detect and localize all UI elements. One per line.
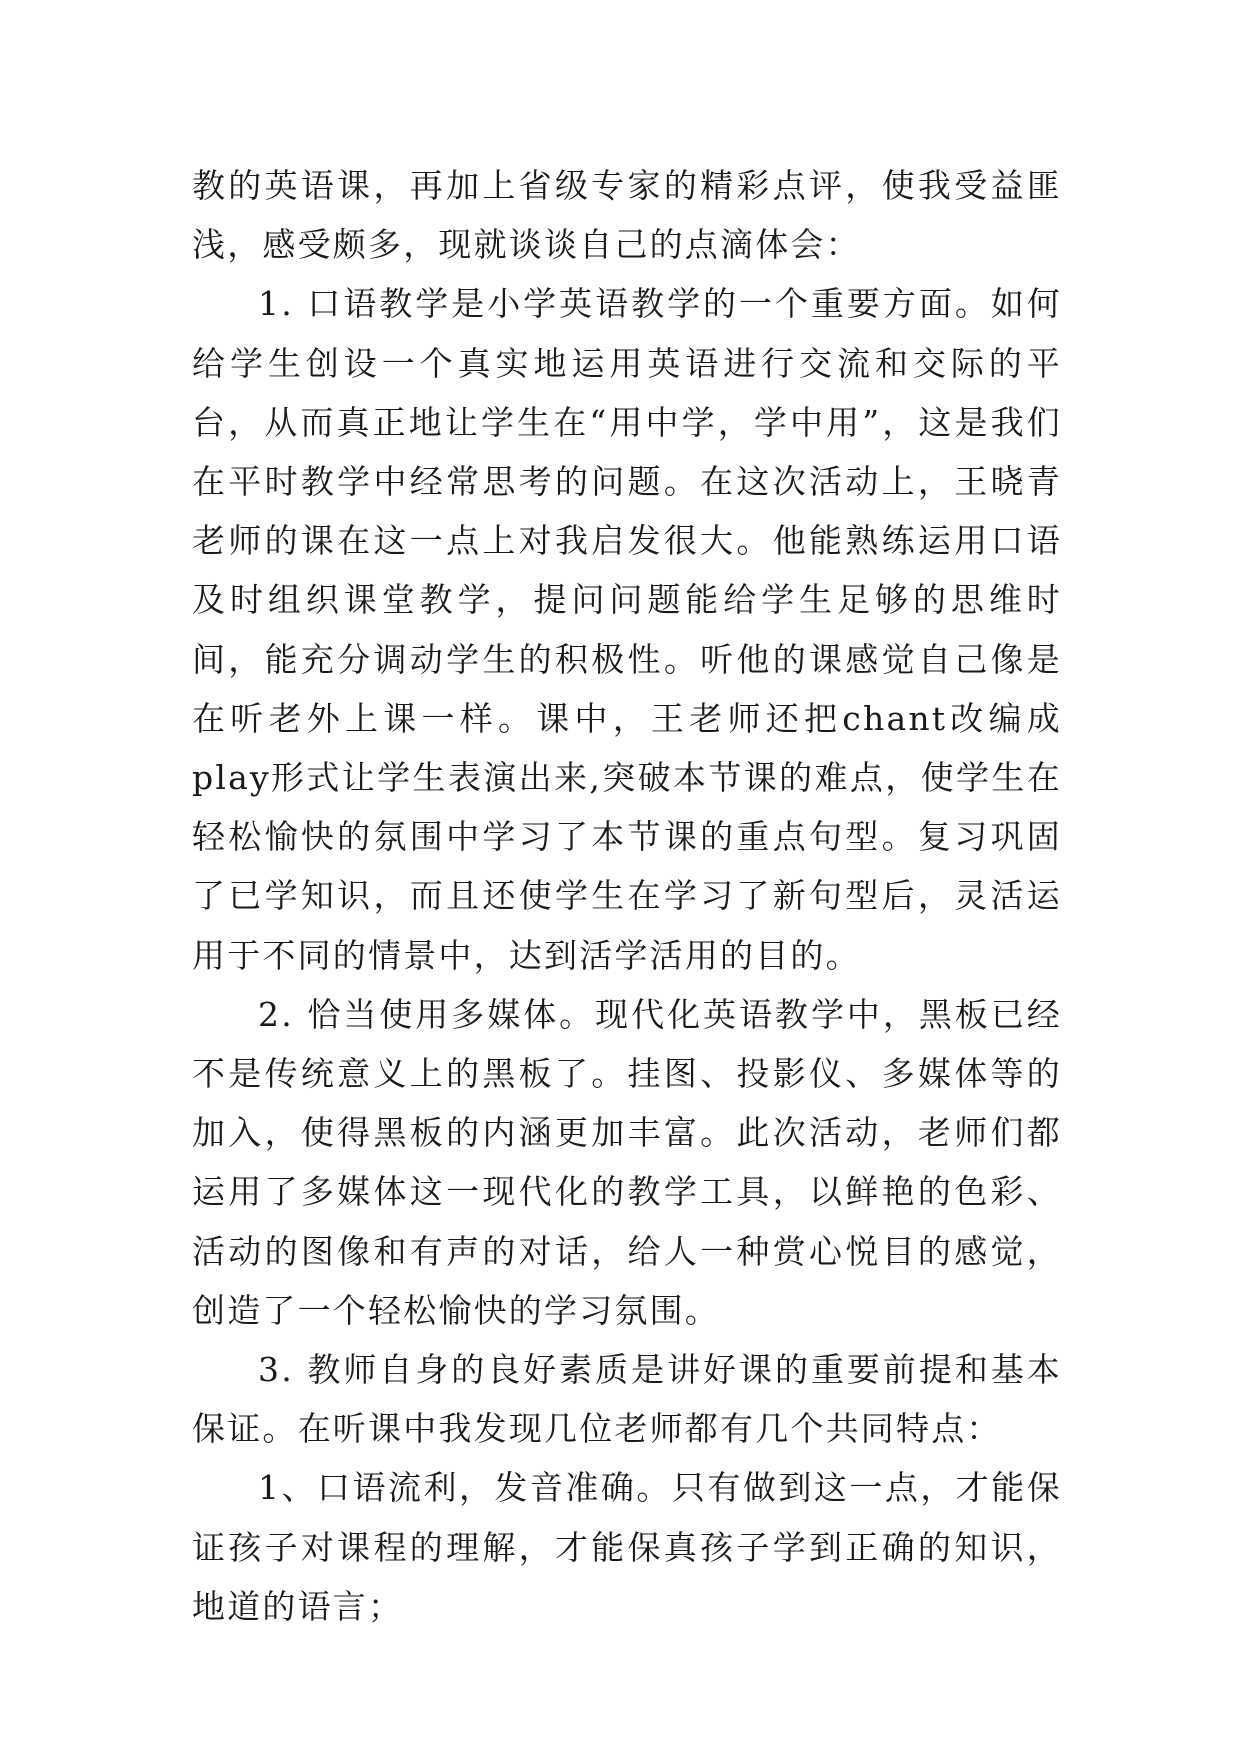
paragraph-fluent-speech: 1、口语流利，发音准确。只有做到这一点，才能保证孩子对课程的理解，才能保真孩子学到正确的知识，地道的语言；	[192, 1468, 1062, 1626]
paragraph-teacher-quality: 3. 教师自身的良好素质是讲好课的重要前提和基本保证。在听课中我发现几位老师都有几个共同特点：	[192, 1350, 1062, 1449]
paragraph-multimedia: 2. 恰当使用多媒体。现代化英语教学中，黑板已经不是传统意义上的黑板了。挂图、投影仪、多媒体等的加入，使得黑板的内涵更加丰富。此次活动，老师们都运用了多媒体这一现代化的教学工具，以鲜艳的色彩、活动的图像和有声的对话，给人一种赏心悦目的感觉，创造了一个轻松愉快的学习氛围。	[192, 994, 1062, 1330]
paragraph-oral-teaching: 1. 口语教学是小学英语教学的一个重要方面。如何给学生创设一个真实地运用英语进行交流和交际的平台，从而真正地让学生在“用中学，学中用”，这是我们在平时教学中经常思考的问题。在这次活动上，王晓青老师的课在这一点上对我启发很大。他能熟练运用口语及时组织课堂教学，提问问题能给学生足够的思维时间，能充分调动学生的积极性。听他的课感觉自己像是在听老外上课一样。课中，王老师还把chant改编成play形式让学生表演出来,突破本节课的难点，使学生在轻松愉快的氛围中学习了本节课的重点句型。复习巩固了已学知识，而且还使学生在学习了新句型后，灵活运用于不同的情景中，达到活学活用的目的。	[192, 284, 1062, 975]
document-body	[192, 156, 1062, 1636]
paragraph-continuation: 教的英语课，再加上省级专家的精彩点评，使我受益匪浅，感受颇多，现就谈谈自己的点滴体会：	[192, 166, 1062, 265]
